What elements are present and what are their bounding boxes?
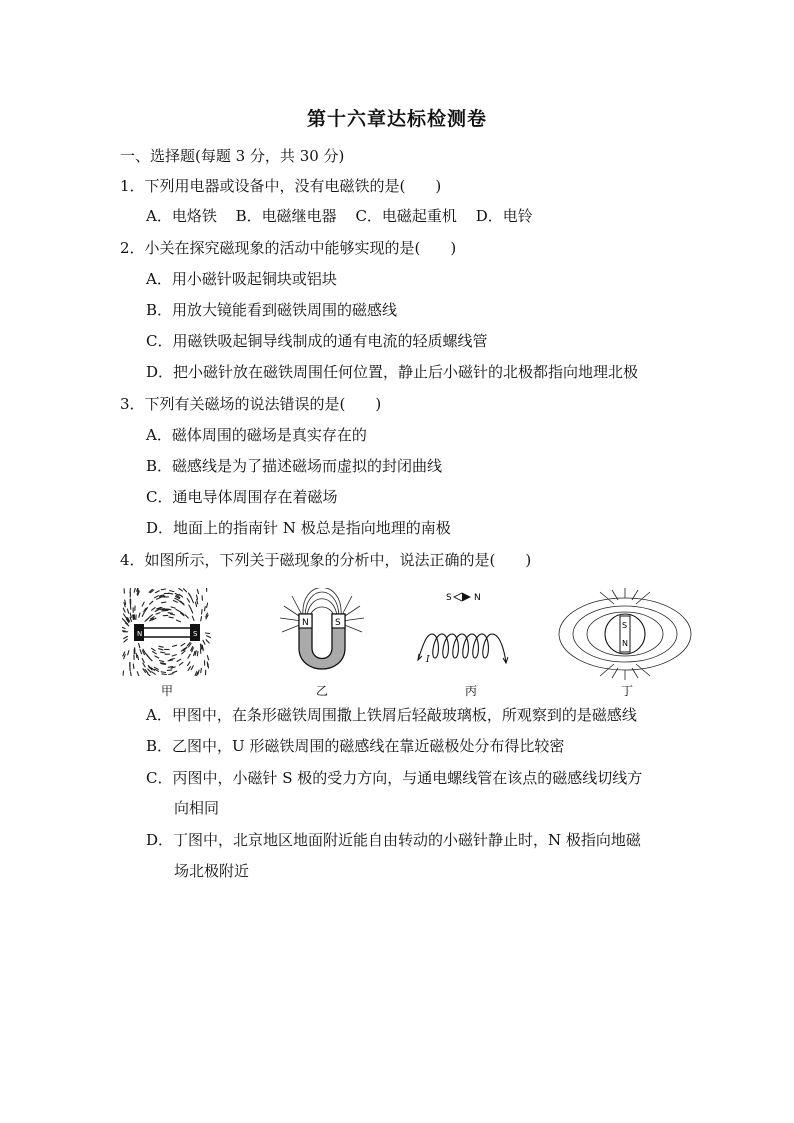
iron-filing <box>208 664 209 668</box>
iron-filing <box>133 615 134 619</box>
fig-bing-n-label: N <box>474 593 481 603</box>
fig-jia-n-label: N <box>137 630 143 638</box>
fig-yi-n-label: N <box>302 618 309 628</box>
q2-option-c: C．用磁铁吸起铜导线制成的通有电流的轻质螺线管 <box>146 332 488 350</box>
iron-filing <box>168 667 172 668</box>
caption-bing: 丙 <box>464 684 477 698</box>
question-1-options <box>146 206 533 226</box>
q4-option-d-line1: D．丁图中，北京地区地面附近能自由转动的小磁针静止时，N 极指向地磁 <box>146 831 641 849</box>
iron-filing <box>169 617 173 618</box>
q2-option-a: A．用小磁针吸起铜块或铝块 <box>146 270 337 288</box>
iron-filing <box>161 663 165 664</box>
figure-bing-solenoid <box>410 588 520 678</box>
q1-option-c: C．电磁起重机 <box>355 207 457 225</box>
question-4-stem: 4．如图所示，下列关于磁现象的分析中，说法正确的是( ) <box>120 551 532 569</box>
iron-filing <box>161 589 165 590</box>
figure-yi-u-magnet <box>272 588 372 680</box>
fig-jia-s-label: S <box>193 630 198 638</box>
iron-filing <box>133 664 134 668</box>
iron-filing <box>200 644 201 648</box>
iron-filing <box>167 670 171 671</box>
iron-filing <box>168 660 172 661</box>
q3-option-a: A．磁体周围的磁场是真实存在的 <box>146 426 367 444</box>
q3-option-c: C．通电导体周围存在着磁场 <box>146 488 338 506</box>
caption-yi: 乙 <box>315 684 328 698</box>
q4-option-c-line2: 向相同 <box>174 799 220 817</box>
caption-jia: 甲 <box>160 684 173 698</box>
iron-filing <box>205 633 209 634</box>
q4-option-a: A．甲图中，在条形磁铁周围撒上铁屑后轻敲玻璃板，所观察到的是磁感线 <box>146 706 637 724</box>
q1-option-a: A．电烙铁 <box>146 207 217 225</box>
iron-filing <box>197 651 198 655</box>
q2-option-d: D．把小磁针放在磁铁周围任何位置，静止后小磁针的北极都指向地理北极 <box>146 363 639 381</box>
iron-filing <box>162 602 166 603</box>
fig-ding-n-label: N <box>622 639 628 648</box>
question-2-stem: 2．小关在探究磁现象的活动中能够实现的是( ) <box>120 239 457 257</box>
fig-bing-s-label: S <box>446 593 452 603</box>
q2-option-b: B．用放大镜能看到磁铁周围的磁感线 <box>146 301 398 319</box>
iron-filing <box>168 593 172 594</box>
q1-option-d: D．电铃 <box>475 207 533 225</box>
q4-option-c-line1: C．丙图中，小磁针 S 极的受力方向，与通电螺线管在该点的磁感线切线方 <box>146 769 643 787</box>
figure-ding-earth-field <box>556 588 694 680</box>
page-title: 第十六章达标检测卷 <box>306 108 487 130</box>
question-3-stem: 3．下列有关磁场的说法错误的是( ) <box>120 395 382 413</box>
q3-option-b: B．磁感线是为了描述磁场而虚拟的封闭曲线 <box>146 457 443 475</box>
iron-filing <box>162 674 166 675</box>
question-1-stem: 1．下列用电器或设备中，没有电磁铁的是( ) <box>120 177 442 195</box>
iron-filing <box>136 653 137 657</box>
figure-jia-iron-filings <box>122 588 212 676</box>
iron-filing <box>161 672 165 673</box>
iron-filing <box>162 610 166 611</box>
iron-filing <box>202 610 203 614</box>
q3-option-d: D．地面上的指南针 N 极总是指向地理的南极 <box>146 519 451 537</box>
q1-option-b: B．电磁继电器 <box>235 207 337 225</box>
fig-bing-current-label: I <box>426 655 430 665</box>
iron-filing <box>201 668 202 672</box>
iron-filing <box>131 672 132 676</box>
fig-ding-s-label: S <box>622 621 628 630</box>
q4-option-b: B．乙图中，U 形磁铁周围的磁感线在靠近磁极处分布得比较密 <box>146 737 565 755</box>
section-heading: 一、选择题(每题 3 分，共 30 分) <box>120 147 345 165</box>
caption-ding: 丁 <box>620 684 633 698</box>
iron-filing <box>162 609 166 610</box>
iron-filing <box>168 613 172 614</box>
fig-yi-s-label: S <box>335 618 341 628</box>
q4-option-d-line2: 场北极附近 <box>174 862 250 880</box>
